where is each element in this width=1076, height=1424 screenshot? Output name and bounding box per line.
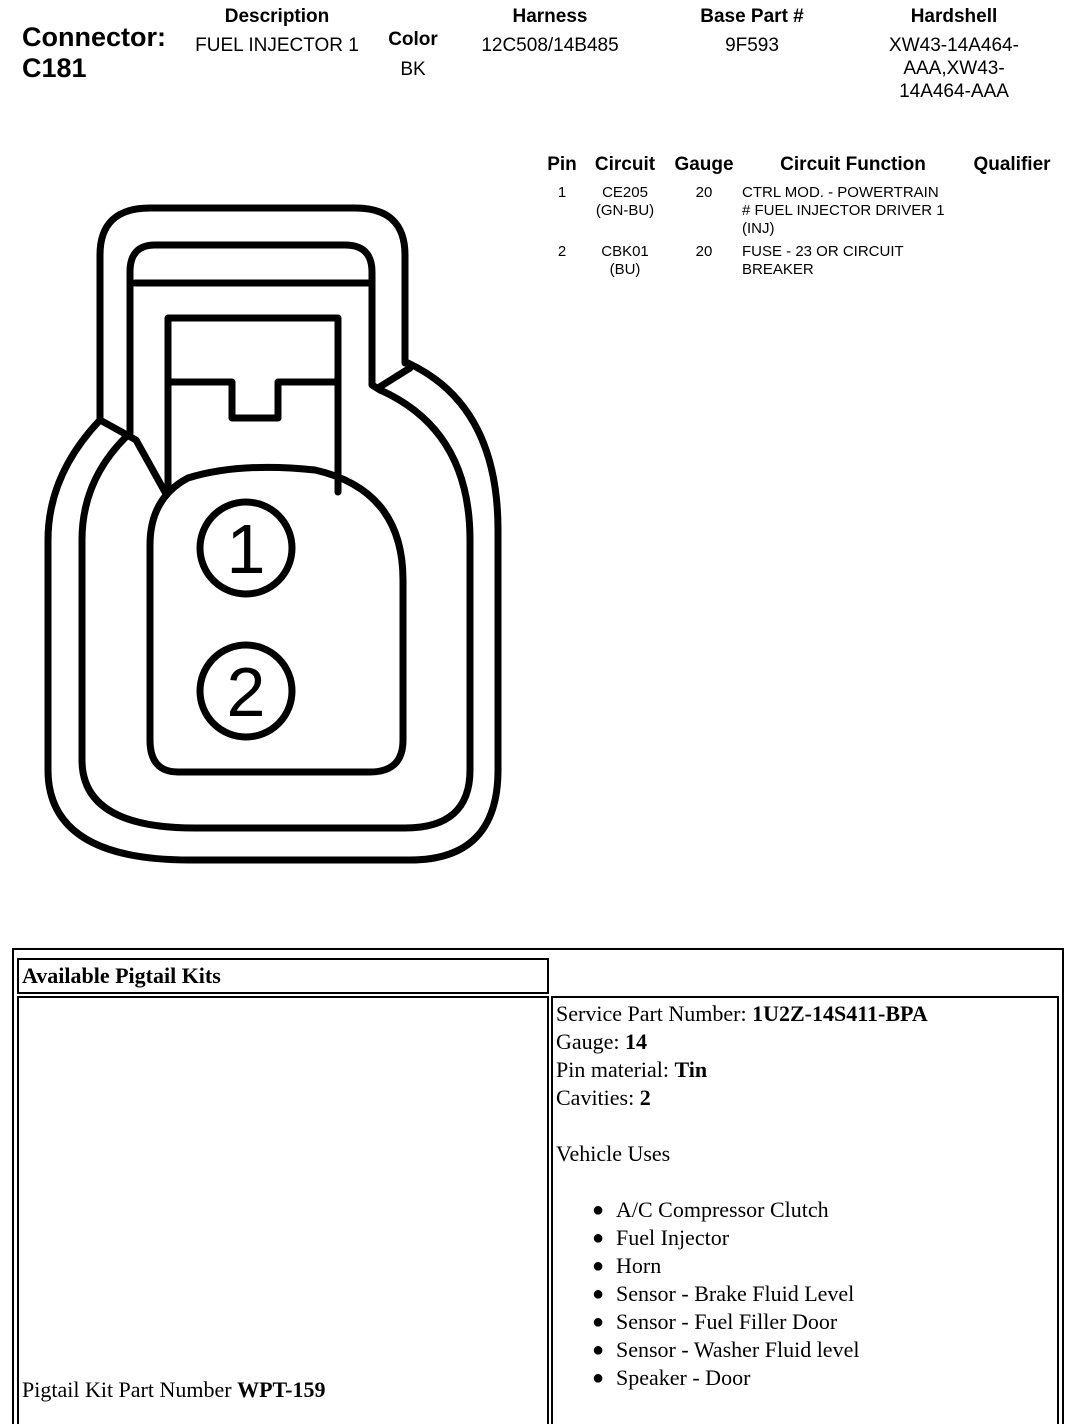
circuit-cell <box>588 243 662 279</box>
pigtail-details <box>556 1000 1056 1392</box>
hardshell-label: Hardshell <box>910 6 998 27</box>
vehicle-use-text: Sensor - Fuel Filler Door <box>616 1309 838 1334</box>
color-value: BK <box>400 59 426 80</box>
connector-label: Connector: <box>22 22 166 52</box>
harness-column <box>460 6 640 57</box>
bullet-icon: ● <box>592 1227 605 1249</box>
circuit-color: (BU) <box>609 261 641 278</box>
circuit-cell <box>588 184 662 220</box>
connector-outer-shell <box>48 208 498 860</box>
qualifier-column-header: Qualifier <box>973 154 1051 175</box>
base-part-value: 9F593 <box>725 35 779 56</box>
circuit-column-header: Circuit <box>594 154 656 175</box>
description-label: Description <box>224 6 330 27</box>
list-item <box>556 1224 1056 1252</box>
bullet-icon: ● <box>592 1283 605 1305</box>
vehicle-use-text: Fuel Injector <box>616 1225 730 1250</box>
table-row <box>540 243 1070 283</box>
pigtail-kit-number: WPT-159 <box>237 1377 326 1402</box>
pigtail-kit-part-number <box>22 1376 326 1404</box>
bullet-icon: ● <box>592 1339 605 1361</box>
pin-1-label: 1 <box>226 510 266 588</box>
harness-value: 12C508/14B485 <box>481 35 619 56</box>
color-column <box>378 29 448 81</box>
gauge-cell: 20 <box>695 243 713 260</box>
circuit-code: CE205 <box>602 184 648 201</box>
hardshell-column <box>862 6 1046 103</box>
harness-label: Harness <box>512 6 588 27</box>
base-part-column <box>672 6 832 57</box>
gauge-value: 14 <box>625 1029 648 1054</box>
key-notch <box>168 382 338 418</box>
pigtail-section-header <box>17 958 549 994</box>
bullet-icon: ● <box>592 1367 605 1389</box>
hardshell-value-line-1: XW43-14A464- <box>889 35 1019 56</box>
circuit-function-cell <box>742 184 972 238</box>
hardshell-value-line-3: 14A464-AAA <box>899 81 1009 102</box>
list-item <box>556 1280 1056 1308</box>
pin-number: 2 <box>557 243 567 260</box>
connector-id: C181 <box>22 53 87 83</box>
pigtail-details-cell <box>551 996 1059 1424</box>
vehicle-uses-heading: Vehicle Uses <box>556 1141 671 1166</box>
pin-column-header: Pin <box>547 154 577 175</box>
pigtail-kit-cell <box>17 996 549 1424</box>
circuit-function-line: # FUEL INJECTOR DRIVER 1 <box>742 202 945 219</box>
circuit-function-cell <box>742 243 972 279</box>
bullet-icon: ● <box>592 1255 605 1277</box>
pigtail-kit-label: Pigtail Kit Part Number <box>22 1377 238 1402</box>
list-item <box>556 1252 1056 1280</box>
pin-material-line <box>556 1056 1056 1084</box>
list-item <box>556 1336 1056 1364</box>
circuit-function-column-header: Circuit Function <box>780 154 926 175</box>
hardshell-value-line-2: AAA,XW43- <box>903 58 1005 79</box>
vehicle-use-text: Speaker - Door <box>616 1365 751 1390</box>
vehicle-use-text: A/C Compressor Clutch <box>616 1197 829 1222</box>
pin-material-value: Tin <box>674 1057 708 1082</box>
connector-inner-shell <box>82 245 470 828</box>
list-item <box>556 1196 1056 1224</box>
vehicle-use-text: Horn <box>616 1253 662 1278</box>
base-part-label: Base Part # <box>700 6 804 27</box>
color-label: Color <box>388 29 438 50</box>
pigtail-section-title: Available Pigtail Kits <box>22 963 221 988</box>
bullet-icon: ● <box>592 1311 605 1333</box>
circuit-function-line: BREAKER <box>742 261 814 278</box>
pin-2-label: 2 <box>226 653 266 731</box>
connector-face-diagram <box>0 180 520 900</box>
cavities-line <box>556 1084 1056 1112</box>
pin-material-label: Pin material: <box>556 1057 675 1082</box>
gauge-line <box>556 1028 1056 1056</box>
pin-table <box>540 154 1070 294</box>
latch-arc <box>378 368 410 388</box>
pin-number: 1 <box>557 184 567 201</box>
table-row <box>540 184 1070 240</box>
connector-title <box>22 22 166 84</box>
gauge-column-header: Gauge <box>674 154 734 175</box>
service-part-value: 1U2Z-14S411-BPA <box>752 1001 928 1026</box>
circuit-function-line: CTRL MOD. - POWERTRAIN <box>742 184 939 201</box>
service-part-number-line <box>556 1000 1056 1028</box>
vehicle-uses-list <box>556 1196 1056 1392</box>
vehicle-use-text: Sensor - Brake Fluid Level <box>616 1281 855 1306</box>
description-column <box>180 6 374 57</box>
list-item <box>556 1364 1056 1392</box>
gauge-cell: 20 <box>695 184 713 201</box>
list-item <box>556 1308 1056 1336</box>
circuit-color: (GN-BU) <box>595 202 655 219</box>
circuit-function-line: (INJ) <box>742 220 775 237</box>
cavities-label: Cavities: <box>556 1085 640 1110</box>
cavities-value: 2 <box>639 1085 651 1110</box>
circuit-function-line: FUSE - 23 OR CIRCUIT <box>742 243 904 260</box>
vehicle-use-text: Sensor - Washer Fluid level <box>616 1337 860 1362</box>
service-part-label: Service Part Number: <box>556 1001 753 1026</box>
bullet-icon: ● <box>592 1199 605 1221</box>
circuit-code: CBK01 <box>601 243 649 260</box>
description-value: FUEL INJECTOR 1 <box>195 35 359 56</box>
gauge-label: Gauge: <box>556 1029 626 1054</box>
